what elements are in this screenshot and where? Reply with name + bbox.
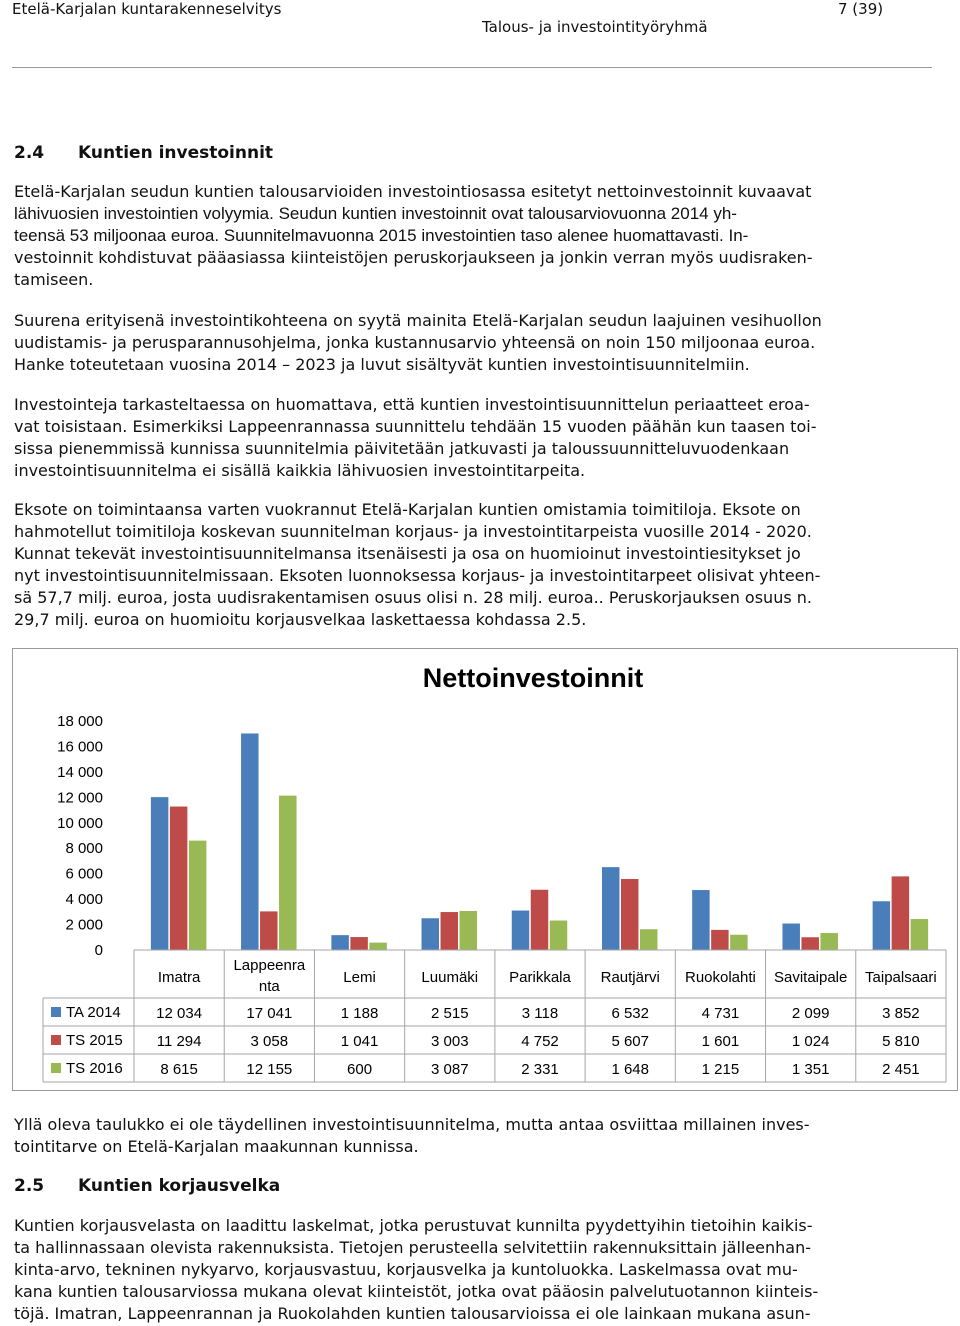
- text-line: vat toisistaan. Esimerkiksi Lappeenrannassa suunnittelu tehdään 15 vuoden päähän kun taasen toi-: [14, 417, 817, 436]
- paragraph-investments-intro: [14, 181, 929, 291]
- data-label: 12 034: [156, 1005, 203, 1022]
- y-tick-label: 14 000: [57, 763, 103, 781]
- legend-key-ts-2015: [51, 1035, 61, 1045]
- paragraph-eksote: [14, 499, 929, 631]
- bar-ts-2015: [801, 937, 819, 950]
- bar-ts-2016: [279, 795, 297, 950]
- text-line: kana kuntien talousarviossa mukana olevat kiinteistöt, jotka ovat pääosin palvelutuotannon kiinteis-: [14, 1282, 819, 1301]
- data-label: 2 331: [521, 1061, 559, 1078]
- legend-label: TS 2015: [66, 1032, 123, 1049]
- data-label: 1 601: [701, 1033, 740, 1050]
- section-title: Kuntien investoinnit: [78, 143, 274, 163]
- data-label: 5 607: [611, 1033, 649, 1050]
- text-line: kinta-arvo, tekninen nykyarvo, korjausvastuu, korjausvelka ja kuntoluokka. Laskelmassa ovat mu-: [14, 1260, 798, 1279]
- data-label: 12 155: [246, 1061, 293, 1078]
- data-label: 2 515: [431, 1005, 469, 1022]
- text-line: 29,7 milj. euroa on huomioitu korjausvelkaa laskettaessa kohdassa 2.5.: [14, 610, 587, 629]
- category-label: Ruokolahti: [684, 969, 756, 986]
- paragraph-planning-principles: [14, 394, 929, 482]
- text-line: Etelä-Karjalan seudun kuntien talousarvioiden investointiosassa esitetyt nettoinvestoinnit kuvaavat: [14, 182, 812, 201]
- bar-ts-2016: [550, 920, 568, 950]
- y-tick-label: 10 000: [57, 814, 103, 832]
- bar-ts-2016: [459, 911, 477, 950]
- data-label: 3 058: [250, 1033, 289, 1050]
- legend-key-ta-2014: [51, 1007, 61, 1017]
- data-label: 11 294: [156, 1033, 202, 1050]
- bar-ta-2014: [692, 890, 710, 950]
- text-line: sä 57,7 milj. euroa, josta uudisrakentamisen osuus olisi n. 28 milj. euroa.. Peruskorjauksen osuus n.: [14, 588, 812, 607]
- y-tick-label: 12 000: [57, 789, 103, 807]
- bar-ts-2015: [350, 937, 368, 950]
- bar-ts-2015: [170, 806, 188, 950]
- y-tick-label: 2 000: [65, 916, 103, 934]
- data-label: 1 215: [701, 1061, 740, 1078]
- bar-ta-2014: [872, 901, 890, 950]
- header-divider: [12, 67, 932, 68]
- data-label: 3 852: [882, 1005, 920, 1022]
- text-line: Yllä oleva taulukko ei ole täydellinen investointisuunnitelma, mutta antaa osviittaa millainen inves-: [14, 1115, 810, 1134]
- nettoinvestoinnit-chart: [12, 648, 958, 1091]
- category-label: Luumäki: [421, 969, 479, 986]
- bar-ts-2016: [730, 935, 748, 951]
- text-line: ta hallinnassaan olevista rakennuksista. Tietojen perusteella selvitettiin rakennuksittain jälleenhan-: [14, 1238, 812, 1257]
- page-number: 7 (39): [838, 0, 884, 18]
- category-label: Imatra: [157, 969, 201, 986]
- section-number: 2.4: [14, 143, 45, 163]
- bar-ts-2016: [910, 919, 928, 950]
- text-line: teensä 53 miljoonaa euroa. Suunnitelmavuonna 2015 investointien taso alenee huomattavasti. In-: [14, 226, 749, 245]
- chart-title: Nettoinvestoinnit: [422, 663, 644, 693]
- bar-ta-2014: [421, 918, 439, 950]
- section-heading-2-5: [14, 1176, 280, 1196]
- text-line: tamiseen.: [14, 270, 94, 289]
- paragraph-water-supply: [14, 310, 929, 376]
- bar-ts-2016: [640, 929, 658, 950]
- bar-ta-2014: [151, 797, 169, 950]
- data-label: 17 041: [246, 1005, 293, 1022]
- category-label: Savitaipale: [773, 969, 848, 986]
- y-tick-label: 16 000: [57, 738, 103, 756]
- text-line: vestoinnit kohdistuvat pääasiassa kiinteistöjen peruskorjaukseen ja jonkin verran myös uudisraken-: [14, 248, 813, 267]
- text-line: Hanke toteutetaan vuosina 2014 – 2023 ja luvut sisältyvät kuntien investointisuunnitelmiin.: [14, 355, 750, 374]
- data-label: 3 087: [431, 1061, 469, 1078]
- data-label: 2 451: [882, 1061, 920, 1078]
- section-number: 2.5: [14, 1176, 45, 1196]
- text-line: nyt investointisuunnitelmissaan. Eksoten luonnoksessa korjaus- ja investointitarpeet olisivat yhteen-: [14, 566, 821, 585]
- header-subtitle: Talous- ja investointityöryhmä: [482, 18, 708, 36]
- text-line: lähivuosien investointien volyymia. Seudun kuntien investoinnit ovat talousarviovuonna 2014 yh-: [14, 204, 737, 223]
- y-tick-label: 8 000: [65, 840, 103, 858]
- text-line: Eksote on toimintaansa varten vuokrannut Etelä-Karjalan kuntien omistamia toimitiloja. Eksote on: [14, 500, 801, 519]
- data-label: 5 810: [882, 1033, 920, 1050]
- bar-ta-2014: [782, 923, 800, 950]
- category-label: Rautjärvi: [600, 969, 660, 986]
- data-label: 8 615: [160, 1061, 198, 1078]
- y-tick-label: 6 000: [65, 865, 103, 883]
- data-label: 4 752: [521, 1033, 559, 1050]
- legend-label: TS 2016: [66, 1060, 123, 1077]
- text-line: hahmotellut toimitiloja koskevan suunnitelman korjaus- ja investointitarpeista vuosille 2014 - 2020.: [14, 522, 812, 541]
- text-line: investointisuunnitelma ei sisällä kaikkia lähivuosien investointitarpeita.: [14, 461, 586, 480]
- section-heading-2-4: [14, 143, 273, 163]
- category-label: Taipalsaari: [865, 969, 937, 986]
- bar-ta-2014: [602, 867, 620, 950]
- text-line: Investointeja tarkasteltaessa on huomattava, että kuntien investointisuunnittelun periaatteet eroa-: [14, 395, 810, 414]
- category-label: Lemi: [343, 969, 376, 986]
- category-label: Lappeenra: [233, 957, 306, 974]
- chart-canvas: [13, 649, 959, 1092]
- data-label: 1 041: [340, 1033, 379, 1050]
- header-title: Etelä-Karjalan kuntarakenneselvitys: [12, 0, 282, 18]
- text-line: Kunnat tekevät investointisuunnitelmansa itsenäisesti ja osa on huomioinut investointiesitykset jo: [14, 544, 801, 563]
- data-label: 3 003: [431, 1033, 469, 1050]
- y-tick-label: 0: [94, 942, 103, 959]
- data-label: 1 188: [340, 1005, 379, 1022]
- text-line: Suurena erityisenä investointikohteena on syytä mainita Etelä-Karjalan seudun laajuinen vesihuollon: [14, 311, 822, 330]
- text-line: Kuntien korjausvelasta on laadittu laskelmat, jotka perustuvat kunnilta pyydettyihin tietoihin kaikis-: [14, 1216, 813, 1235]
- paragraph-repair-debt: [14, 1215, 929, 1325]
- bar-ts-2015: [440, 912, 458, 950]
- data-label: 1 648: [611, 1061, 649, 1078]
- bar-ta-2014: [331, 935, 349, 950]
- text-line: tointitarve on Etelä-Karjalan maakunnan kunnissa.: [14, 1137, 419, 1156]
- data-label: 6 532: [611, 1005, 649, 1022]
- data-label: 1 024: [791, 1033, 830, 1050]
- text-line: uudistamis- ja perusparannusohjelma, jonka kustannusarvio yhteensä on noin 150 miljoonaa euroa.: [14, 333, 816, 352]
- data-label: 1 351: [791, 1061, 830, 1078]
- bar-ts-2015: [711, 930, 729, 950]
- data-label: 3 118: [521, 1005, 559, 1022]
- section-title: Kuntien korjausvelka: [78, 1176, 281, 1196]
- legend-label: TA 2014: [66, 1004, 121, 1021]
- bar-ts-2015: [260, 911, 278, 950]
- bar-ts-2015: [621, 879, 639, 950]
- data-label: 2 099: [791, 1005, 830, 1022]
- legend-key-ts-2016: [51, 1063, 61, 1073]
- bar-ta-2014: [241, 733, 259, 950]
- data-label: 4 731: [701, 1005, 740, 1022]
- y-tick-label: 4 000: [65, 891, 103, 909]
- bar-ts-2016: [189, 840, 207, 950]
- text-line: sissa pienemmissä kunnissa suunnitelmia päivitetään jatkuvasti ja taloussuunnitteluvuodenkaan: [14, 439, 790, 458]
- data-label: 600: [347, 1061, 373, 1078]
- bar-ta-2014: [512, 910, 530, 950]
- bar-ts-2015: [891, 876, 909, 950]
- text-line: töjä. Imatran, Lappeenrannan ja Ruokolahden kuntien talousarvioissa ei ole lainkaan mukana asun-: [14, 1304, 811, 1323]
- paragraph-table-note: [14, 1114, 929, 1158]
- category-label: Parikkala: [509, 969, 571, 986]
- bar-ts-2016: [820, 933, 838, 950]
- y-tick-label: 18 000: [57, 713, 103, 730]
- bar-ts-2015: [531, 890, 549, 951]
- bar-ts-2016: [369, 942, 387, 950]
- category-label: nta: [258, 978, 280, 995]
